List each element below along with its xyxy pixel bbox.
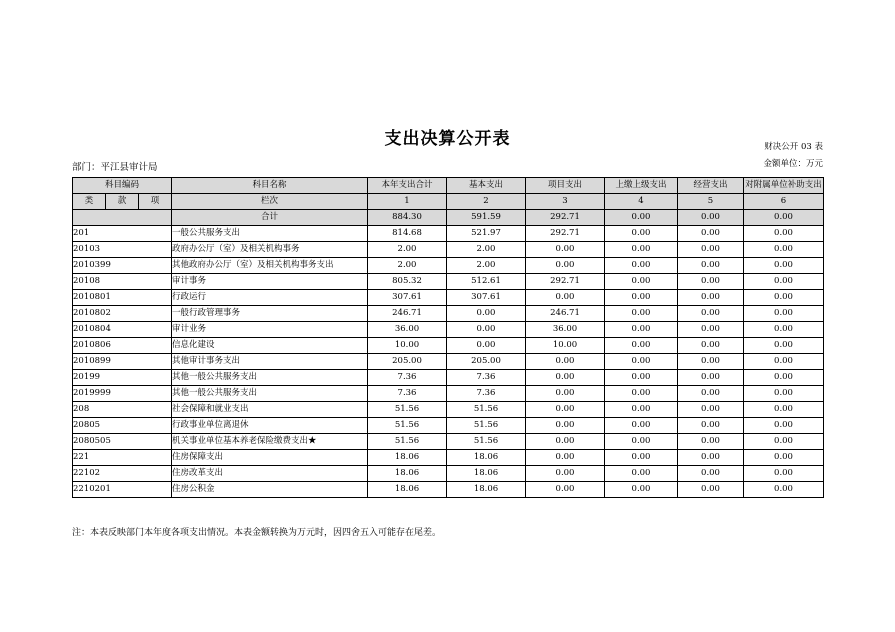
header-code-xiang: 项	[139, 194, 172, 210]
table-row	[73, 226, 824, 242]
row-code: 221	[73, 450, 172, 466]
row-value-3: 0.00	[526, 402, 605, 418]
row-value-3: 0.00	[526, 418, 605, 434]
header-col-5: 经营支出	[678, 178, 744, 194]
row-value-5: 0.00	[678, 306, 744, 322]
table-row	[73, 482, 824, 498]
row-value-1: 10.00	[368, 338, 447, 354]
total-value-4: 0.00	[605, 210, 678, 226]
department-name: 平江县审计局	[100, 162, 158, 173]
table-row	[73, 370, 824, 386]
row-value-4: 0.00	[605, 226, 678, 242]
row-value-6: 0.00	[744, 434, 824, 450]
table-total-row	[73, 210, 824, 226]
row-value-1: 246.71	[368, 306, 447, 322]
row-value-3: 246.71	[526, 306, 605, 322]
row-value-3: 10.00	[526, 338, 605, 354]
row-value-1: 18.06	[368, 450, 447, 466]
row-value-4: 0.00	[605, 242, 678, 258]
row-value-5: 0.00	[678, 450, 744, 466]
header-col-4: 上缴上级支出	[605, 178, 678, 194]
row-value-5: 0.00	[678, 354, 744, 370]
row-code: 22102	[73, 466, 172, 482]
header-code-kuan: 款	[106, 194, 139, 210]
row-value-1: 51.56	[368, 402, 447, 418]
table-subheader-row	[73, 194, 824, 210]
row-value-5: 0.00	[678, 322, 744, 338]
row-value-4: 0.00	[605, 306, 678, 322]
row-code: 2010804	[73, 322, 172, 338]
table-row	[73, 338, 824, 354]
row-subject-name: 审计业务	[172, 322, 368, 338]
row-value-1: 2.00	[368, 258, 447, 274]
row-value-5: 0.00	[678, 274, 744, 290]
row-code: 2210201	[73, 482, 172, 498]
row-value-1: 36.00	[368, 322, 447, 338]
row-value-6: 0.00	[744, 370, 824, 386]
row-code: 2010806	[73, 338, 172, 354]
row-value-6: 0.00	[744, 242, 824, 258]
row-value-5: 0.00	[678, 418, 744, 434]
row-subject-name: 住房改革支出	[172, 466, 368, 482]
row-value-4: 0.00	[605, 290, 678, 306]
row-value-3: 0.00	[526, 466, 605, 482]
row-subject-name: 行政运行	[172, 290, 368, 306]
table-row	[73, 418, 824, 434]
total-value-5: 0.00	[678, 210, 744, 226]
row-value-2: 2.00	[447, 258, 526, 274]
row-value-5: 0.00	[678, 386, 744, 402]
row-value-1: 805.32	[368, 274, 447, 290]
table-row	[73, 274, 824, 290]
row-value-5: 0.00	[678, 338, 744, 354]
row-value-3: 0.00	[526, 370, 605, 386]
total-label: 合计	[172, 210, 368, 226]
row-value-5: 0.00	[678, 226, 744, 242]
row-value-4: 0.00	[605, 402, 678, 418]
header-row-label: 栏次	[172, 194, 368, 210]
row-value-1: 814.68	[368, 226, 447, 242]
header-col-number-1: 1	[368, 194, 447, 210]
table-row	[73, 402, 824, 418]
row-value-3: 292.71	[526, 274, 605, 290]
row-value-2: 18.06	[447, 450, 526, 466]
expenditure-table	[72, 177, 824, 498]
total-value-2: 591.59	[447, 210, 526, 226]
row-value-2: 2.00	[447, 242, 526, 258]
row-code: 208	[73, 402, 172, 418]
header-subject-name: 科目名称	[172, 178, 368, 194]
row-subject-name: 一般公共服务支出	[172, 226, 368, 242]
header-col-6: 对附属单位补助支出	[744, 178, 824, 194]
row-value-6: 0.00	[744, 466, 824, 482]
table-row	[73, 466, 824, 482]
row-value-5: 0.00	[678, 466, 744, 482]
row-subject-name: 其他审计事务支出	[172, 354, 368, 370]
row-value-4: 0.00	[605, 386, 678, 402]
row-value-6: 0.00	[744, 402, 824, 418]
row-value-1: 205.00	[368, 354, 447, 370]
row-subject-name: 其他政府办公厅（室）及相关机构事务支出	[172, 258, 368, 274]
row-value-2: 0.00	[447, 306, 526, 322]
row-value-3: 36.00	[526, 322, 605, 338]
header-col-number-3: 3	[526, 194, 605, 210]
row-code: 20199	[73, 370, 172, 386]
row-value-4: 0.00	[605, 482, 678, 498]
row-subject-name: 其他一般公共服务支出	[172, 386, 368, 402]
row-value-5: 0.00	[678, 258, 744, 274]
row-code: 2010802	[73, 306, 172, 322]
row-value-3: 0.00	[526, 434, 605, 450]
table-header-row	[73, 178, 824, 194]
row-value-6: 0.00	[744, 306, 824, 322]
row-code: 20805	[73, 418, 172, 434]
row-value-6: 0.00	[744, 258, 824, 274]
row-value-5: 0.00	[678, 370, 744, 386]
header-code-lei: 类	[73, 194, 106, 210]
header-col-number-4: 4	[605, 194, 678, 210]
row-value-5: 0.00	[678, 290, 744, 306]
row-value-1: 51.56	[368, 418, 447, 434]
row-value-2: 205.00	[447, 354, 526, 370]
row-value-6: 0.00	[744, 354, 824, 370]
row-value-4: 0.00	[605, 274, 678, 290]
row-value-6: 0.00	[744, 450, 824, 466]
row-value-6: 0.00	[744, 386, 824, 402]
row-subject-name: 行政事业单位离退休	[172, 418, 368, 434]
header-col-number-2: 2	[447, 194, 526, 210]
row-value-4: 0.00	[605, 418, 678, 434]
table-row	[73, 354, 824, 370]
row-subject-name: 机关事业单位基本养老保险缴费支出★	[172, 434, 368, 450]
row-value-5: 0.00	[678, 242, 744, 258]
row-value-2: 521.97	[447, 226, 526, 242]
header-col-number-6: 6	[744, 194, 824, 210]
row-subject-name: 住房保障支出	[172, 450, 368, 466]
table-row	[73, 290, 824, 306]
row-value-2: 0.00	[447, 322, 526, 338]
total-value-6: 0.00	[744, 210, 824, 226]
header-col-3: 项目支出	[526, 178, 605, 194]
row-value-6: 0.00	[744, 418, 824, 434]
row-code: 20103	[73, 242, 172, 258]
table-row	[73, 386, 824, 402]
table-row	[73, 306, 824, 322]
page-title: 支出决算公开表	[384, 129, 511, 149]
row-code: 2010899	[73, 354, 172, 370]
header-code-group: 科目编码	[73, 178, 172, 194]
row-value-3: 0.00	[526, 450, 605, 466]
row-value-5: 0.00	[678, 482, 744, 498]
row-value-2: 51.56	[447, 434, 526, 450]
row-value-4: 0.00	[605, 370, 678, 386]
row-value-3: 0.00	[526, 290, 605, 306]
row-value-4: 0.00	[605, 434, 678, 450]
row-subject-name: 政府办公厅（室）及相关机构事务	[172, 242, 368, 258]
row-value-6: 0.00	[744, 322, 824, 338]
row-value-6: 0.00	[744, 290, 824, 306]
row-code: 2010801	[73, 290, 172, 306]
row-subject-name: 信息化建设	[172, 338, 368, 354]
table-row	[73, 258, 824, 274]
row-value-3: 0.00	[526, 354, 605, 370]
row-code: 2080505	[73, 434, 172, 450]
department-label: 部门：	[72, 162, 101, 173]
row-value-1: 7.36	[368, 386, 447, 402]
row-value-2: 51.56	[447, 402, 526, 418]
row-value-2: 18.06	[447, 466, 526, 482]
table-footnote: 注：本表反映部门本年度各项支出情况。本表金额转换为万元时，因四舍五入可能存在尾差。	[72, 528, 442, 538]
row-value-2: 7.36	[447, 386, 526, 402]
row-value-5: 0.00	[678, 402, 744, 418]
department-line	[72, 159, 158, 173]
row-subject-name: 住房公积金	[172, 482, 368, 498]
row-value-4: 0.00	[605, 354, 678, 370]
row-code: 2019999	[73, 386, 172, 402]
row-value-1: 7.36	[368, 370, 447, 386]
total-code-blank	[73, 210, 172, 226]
row-value-2: 7.36	[447, 370, 526, 386]
row-value-4: 0.00	[605, 450, 678, 466]
row-value-3: 292.71	[526, 226, 605, 242]
row-value-3: 0.00	[526, 386, 605, 402]
row-value-1: 51.56	[368, 434, 447, 450]
row-value-6: 0.00	[744, 482, 824, 498]
header-col-1: 本年支出合计	[368, 178, 447, 194]
table-row	[73, 450, 824, 466]
row-value-1: 18.06	[368, 482, 447, 498]
row-value-6: 0.00	[744, 226, 824, 242]
row-subject-name: 社会保障和就业支出	[172, 402, 368, 418]
row-value-2: 0.00	[447, 338, 526, 354]
row-value-3: 0.00	[526, 242, 605, 258]
row-value-2: 18.06	[447, 482, 526, 498]
row-value-4: 0.00	[605, 338, 678, 354]
row-subject-name: 一般行政管理事务	[172, 306, 368, 322]
row-value-1: 18.06	[368, 466, 447, 482]
header-col-2: 基本支出	[447, 178, 526, 194]
row-value-5: 0.00	[678, 434, 744, 450]
form-number: 财决公开 03 表	[764, 142, 823, 152]
row-value-1: 2.00	[368, 242, 447, 258]
total-value-3: 292.71	[526, 210, 605, 226]
row-value-2: 307.61	[447, 290, 526, 306]
row-subject-name: 审计事务	[172, 274, 368, 290]
row-value-1: 307.61	[368, 290, 447, 306]
row-subject-name: 其他一般公共服务支出	[172, 370, 368, 386]
table-row	[73, 434, 824, 450]
row-code: 20108	[73, 274, 172, 290]
row-value-2: 51.56	[447, 418, 526, 434]
amount-unit-note: 金额单位：万元	[763, 159, 823, 169]
row-value-2: 512.61	[447, 274, 526, 290]
table-row	[73, 242, 824, 258]
row-value-6: 0.00	[744, 338, 824, 354]
row-value-3: 0.00	[526, 258, 605, 274]
row-value-3: 0.00	[526, 482, 605, 498]
table-body	[73, 226, 824, 498]
row-value-4: 0.00	[605, 466, 678, 482]
row-value-6: 0.00	[744, 274, 824, 290]
table-row	[73, 322, 824, 338]
header-col-number-5: 5	[678, 194, 744, 210]
total-value-1: 884.30	[368, 210, 447, 226]
row-code: 2010399	[73, 258, 172, 274]
row-value-4: 0.00	[605, 258, 678, 274]
row-value-4: 0.00	[605, 322, 678, 338]
row-code: 201	[73, 226, 172, 242]
